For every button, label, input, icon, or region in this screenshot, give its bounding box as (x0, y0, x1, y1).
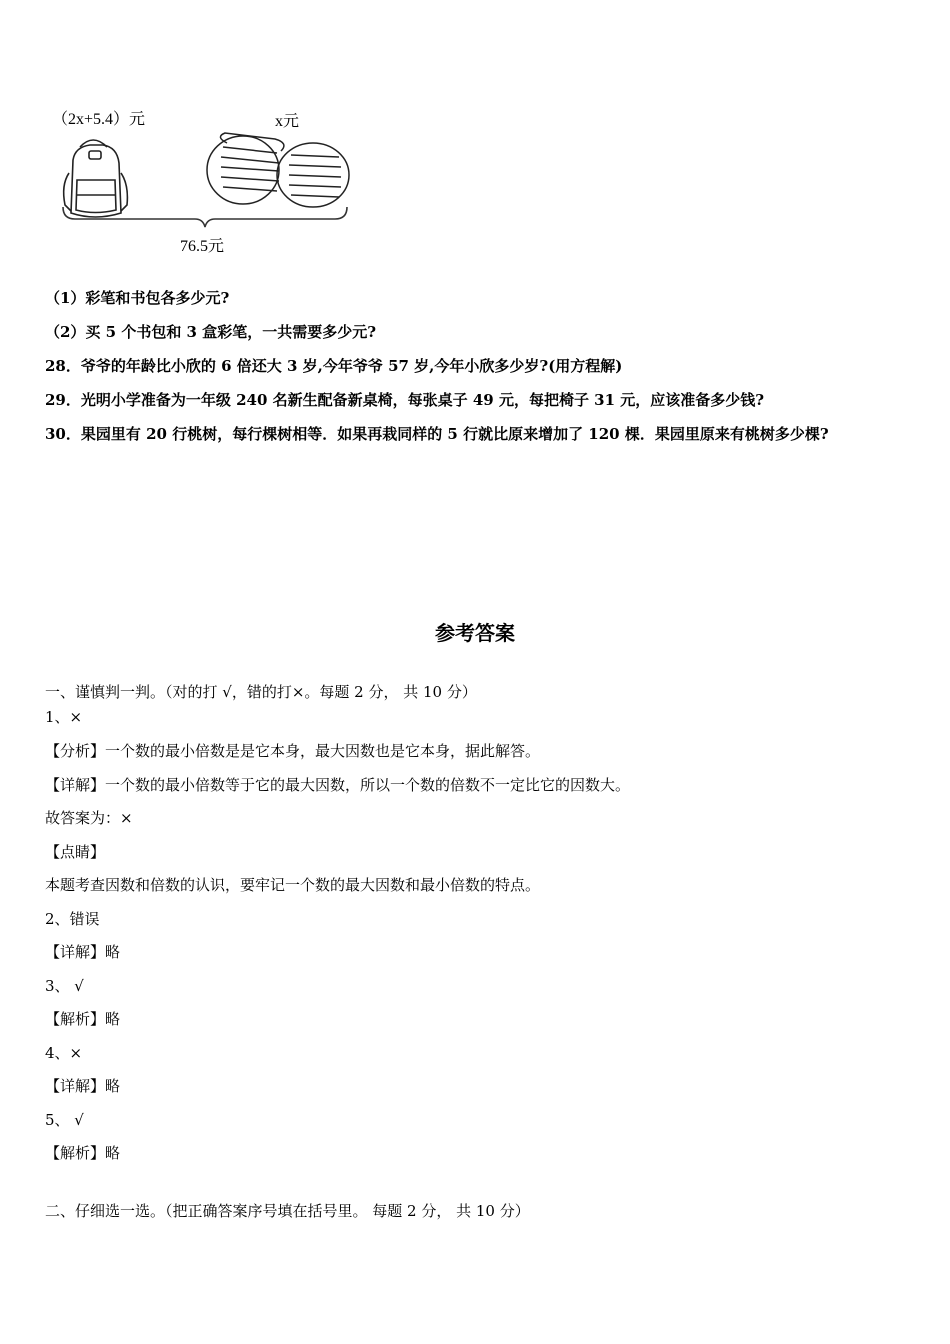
answer-1-analysis: 【分析】一个数的最小倍数是是它本身，最大因数也是它本身，据此解答。 (45, 742, 541, 760)
answer-5: 5、 √ (45, 1111, 84, 1129)
pencil-price-label: x元 (275, 113, 300, 130)
answer-1: 1、× (45, 708, 83, 726)
answer-2-detail: 【详解】略 (45, 943, 121, 961)
answer-3: 3、 √ (45, 977, 84, 995)
colored-pencils-icon (207, 133, 349, 207)
section-1-heading: 一、谨慎判一判。（对的打 √，错的打×。每题 2 分， 共 10 分） (45, 683, 477, 701)
total-price-label: 76.5元 (180, 238, 225, 255)
answers-title: 参考答案 (435, 621, 515, 645)
answer-4: 4、× (45, 1044, 83, 1062)
question-27-1: （1）彩笔和书包各多少元? (45, 289, 230, 307)
answer-3-analysis: 【解析】略 (45, 1010, 121, 1028)
answer-1-final: 故答案为：× (45, 809, 133, 827)
answer-1-comment: 本题考查因数和倍数的认识，要牢记一个数的最大因数和最小倍数的特点。 (45, 876, 541, 894)
backpack-icon (64, 140, 128, 217)
question-30: 30．果园里有 20 行桃树，每行棵树相等．如果再栽同样的 5 行就比原来增加了 120 棵．果园里原来有桃树多少棵? (45, 425, 829, 443)
figure-illustration (55, 125, 355, 235)
answer-4-detail: 【详解】略 (45, 1077, 121, 1095)
question-28: 28．爷爷的年龄比小欣的 6 倍还大 3 岁,今年爷爷 57 岁,今年小欣多少岁?(用方程解) (45, 357, 623, 375)
answer-1-comment-label: 【点睛】 (45, 843, 106, 861)
answer-5-analysis: 【解析】略 (45, 1144, 121, 1162)
question-29: 29．光明小学准备为一年级 240 名新生配备新桌椅，每张桌子 49 元，每把椅子 31 元，应该准备多少钱? (45, 391, 765, 409)
bag-price-label: （2x+5.4）元 (52, 111, 146, 128)
answer-2: 2、错误 (45, 910, 100, 928)
question-27-2: （2）买 5 个书包和 3 盒彩笔，一共需要多少元? (45, 323, 376, 341)
section-2-heading: 二、仔细选一选。（把正确答案序号填在括号里。 每题 2 分， 共 10 分） (45, 1202, 530, 1220)
answer-1-detail: 【详解】一个数的最小倍数等于它的最大因数，所以一个数的倍数不一定比它的因数大。 (45, 776, 631, 794)
